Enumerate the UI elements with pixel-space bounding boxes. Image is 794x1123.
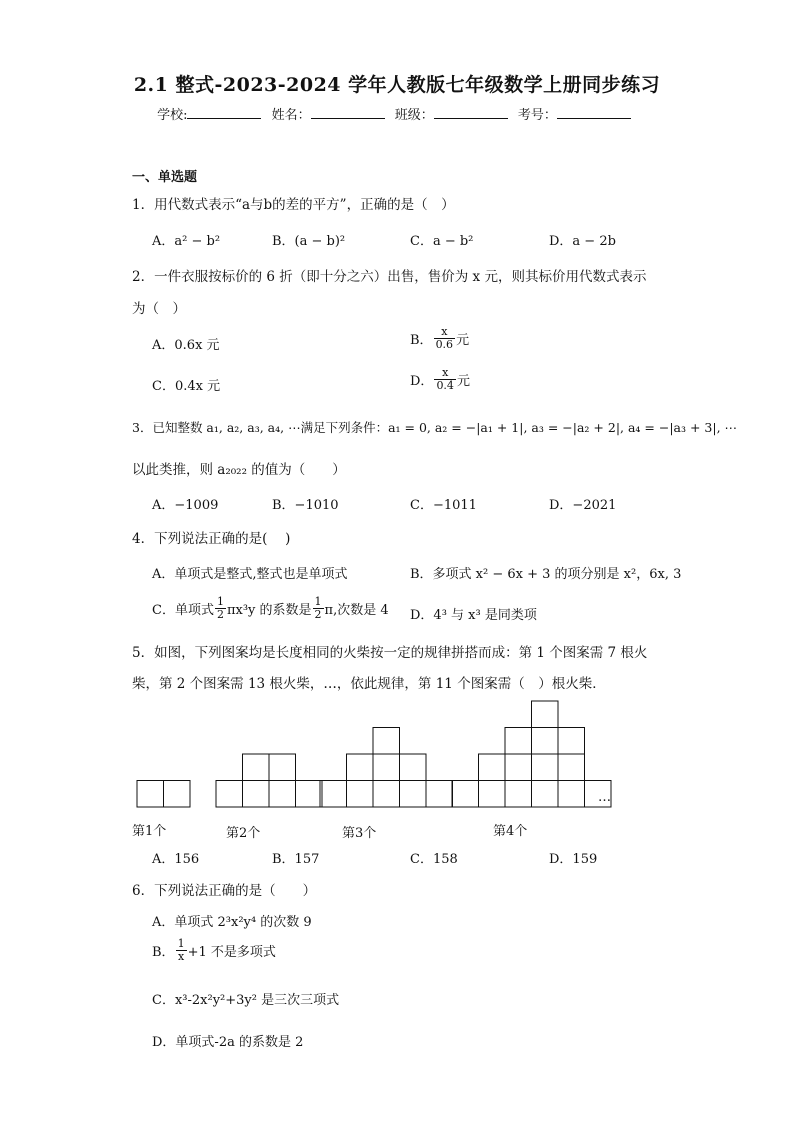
class-label: 班级： [394,108,434,123]
matchstick-square [505,728,532,755]
figure-1 [137,781,190,808]
q1-option-d: D．a − 2b [549,234,616,249]
matchstick-square [269,781,296,808]
school-label: 学校: [157,108,188,123]
q4-option-b: B．多项式 x² − 6x + 3 的项分别是 x²，6x, 3 [410,567,682,582]
matchstick-square [505,781,532,808]
fraction-denominator: 0.4 [436,379,454,392]
matchstick-square [532,754,559,781]
matchstick-square [400,781,427,808]
matchstick-square [400,754,427,781]
q4-option-d: D．4³ 与 x³ 是同类项 [410,608,537,623]
matchstick-square [558,754,585,781]
q6-option-d: D．单项式-2a 的系数是 2 [152,1035,304,1050]
q3-stem-line1: 3．已知整数 a₁, a₂, a₃, a₄, ⋯满足下列条件：a₁ = 0, a₂ = −|a₁ + 1|, a₃ = −|a₂ + 2|, a₄ = −|a₃ + 3|, ⋯ [132,420,738,435]
fraction-denominator: 0.6 [435,338,454,351]
q6-stem: 6．下列说法正确的是（ ） [132,883,317,899]
figure-2 [216,754,322,807]
matchstick-square [532,781,559,808]
q1-option-b: B．(a − b)² [272,234,346,249]
q1-stem: 1．用代数式表示“a与b的差的平方”，正确的是（ ） [132,197,455,213]
fraction-numerator: 1 [177,937,185,950]
q5-option-b: B．157 [272,852,320,867]
section-title: 一、单选题 [132,170,198,185]
q3-option-d: D．−2021 [549,498,617,513]
q6-option-b [152,938,276,963]
matchstick-square [452,781,479,808]
fraction-denominator: 2 [314,608,322,621]
matchstick-square [296,781,323,808]
name-label: 姓名： [271,108,311,123]
figure-3-caption: 第3个 [342,826,377,841]
fraction-numerator: x [441,325,448,338]
page-title: 2.1 整式-2023-2024 学年人教版七年级数学上册同步练习 [133,74,661,96]
matchstick-square [479,754,506,781]
q2-option-c: C．0.4x 元 [152,379,221,394]
q6-option-b-label: B． [152,945,175,960]
matchstick-square [216,781,243,808]
fraction-denominator: 2 [216,608,224,621]
q2-option-b-label: B． [410,333,433,348]
figure-2-caption: 第2个 [226,826,261,841]
matchstick-square [479,781,506,808]
fraction-numerator: 1 [216,595,224,608]
q5-option-d: D．159 [549,852,598,867]
q4-option-a: A．单项式是整式,整式也是单项式 [152,567,348,582]
q4-option-c-post: π,次数是 4 [324,603,389,618]
q4-option-c-pre: C．单项式 [152,603,214,618]
figure-4 [452,701,611,807]
q3-option-a: A．−1009 [152,498,219,513]
matchstick-square [532,728,559,755]
q5-option-a: A．156 [152,852,200,867]
q6-option-a: A．单项式 2³x²y⁴ 的次数 9 [152,915,312,930]
matchstick-square [243,754,270,781]
matchstick-square [347,781,374,808]
matchstick-square [243,781,270,808]
matchstick-square [426,781,453,808]
matchstick-square [373,728,400,755]
q2-option-d-unit: 元 [456,374,470,389]
q2-option-a: A．0.6x 元 [152,338,220,353]
matchstick-square [373,754,400,781]
matchstick-square [558,781,585,808]
fraction-numerator: 1 [314,595,322,608]
q1-option-a: A．a² − b² [152,234,221,249]
matchstick-square [320,781,347,808]
q6-option-b-fraction [176,938,187,963]
figure-4-caption: 第4个 [493,824,528,839]
q5-option-c: C．158 [410,852,458,867]
figure-1-caption: 第1个 [132,824,167,839]
q2-option-b-unit: 元 [456,333,470,348]
fraction-numerator: x [442,366,449,379]
q3-option-b: B．−1010 [272,498,339,513]
q3-stem-line2: 以此类推，则 a₂₀₂₂ 的值为（ ） [132,462,346,478]
fraction-denominator: x [176,950,187,963]
matchstick-square [347,754,374,781]
figure-3 [320,728,453,808]
matchstick-square [558,728,585,755]
matchstick-square [137,781,164,808]
q6-option-c: C．x³-2x²y²+3y² 是三次三项式 [152,993,340,1008]
q2-stem-line1: 2．一件衣服按标价的 6 折（即十分之六）出售，售价为 x 元，则其标价用代数式表示 [132,269,647,285]
q4-stem: 4．下列说法正确的是( ) [132,531,291,547]
exam-label: 考号： [517,108,557,123]
matchstick-square [505,754,532,781]
matchstick-square [269,754,296,781]
figure-ellipsis: … [598,790,611,805]
q4-option-c-mid: πx³y 的系数是 [226,603,312,618]
q1-option-c: C．a − b² [410,234,474,249]
matchstick-square [164,781,191,808]
q5-stem-line1: 5．如图，下列图案均是长度相同的火柴按一定的规律拼搭而成：第 1 个图案需 7 根火 [132,645,648,661]
q6-option-b-post: +1 不是多项式 [187,945,276,960]
q2-stem-line2: 为（ ） [132,301,186,317]
q5-stem-line2: 柴，第 2 个图案需 13 根火柴，…，依此规律，第 11 个图案需（ ）根火柴． [132,676,606,692]
q3-option-c: C．−1011 [410,498,477,513]
matchstick-square [532,701,559,728]
matchstick-square [373,781,400,808]
q2-option-d-label: D． [410,374,434,389]
